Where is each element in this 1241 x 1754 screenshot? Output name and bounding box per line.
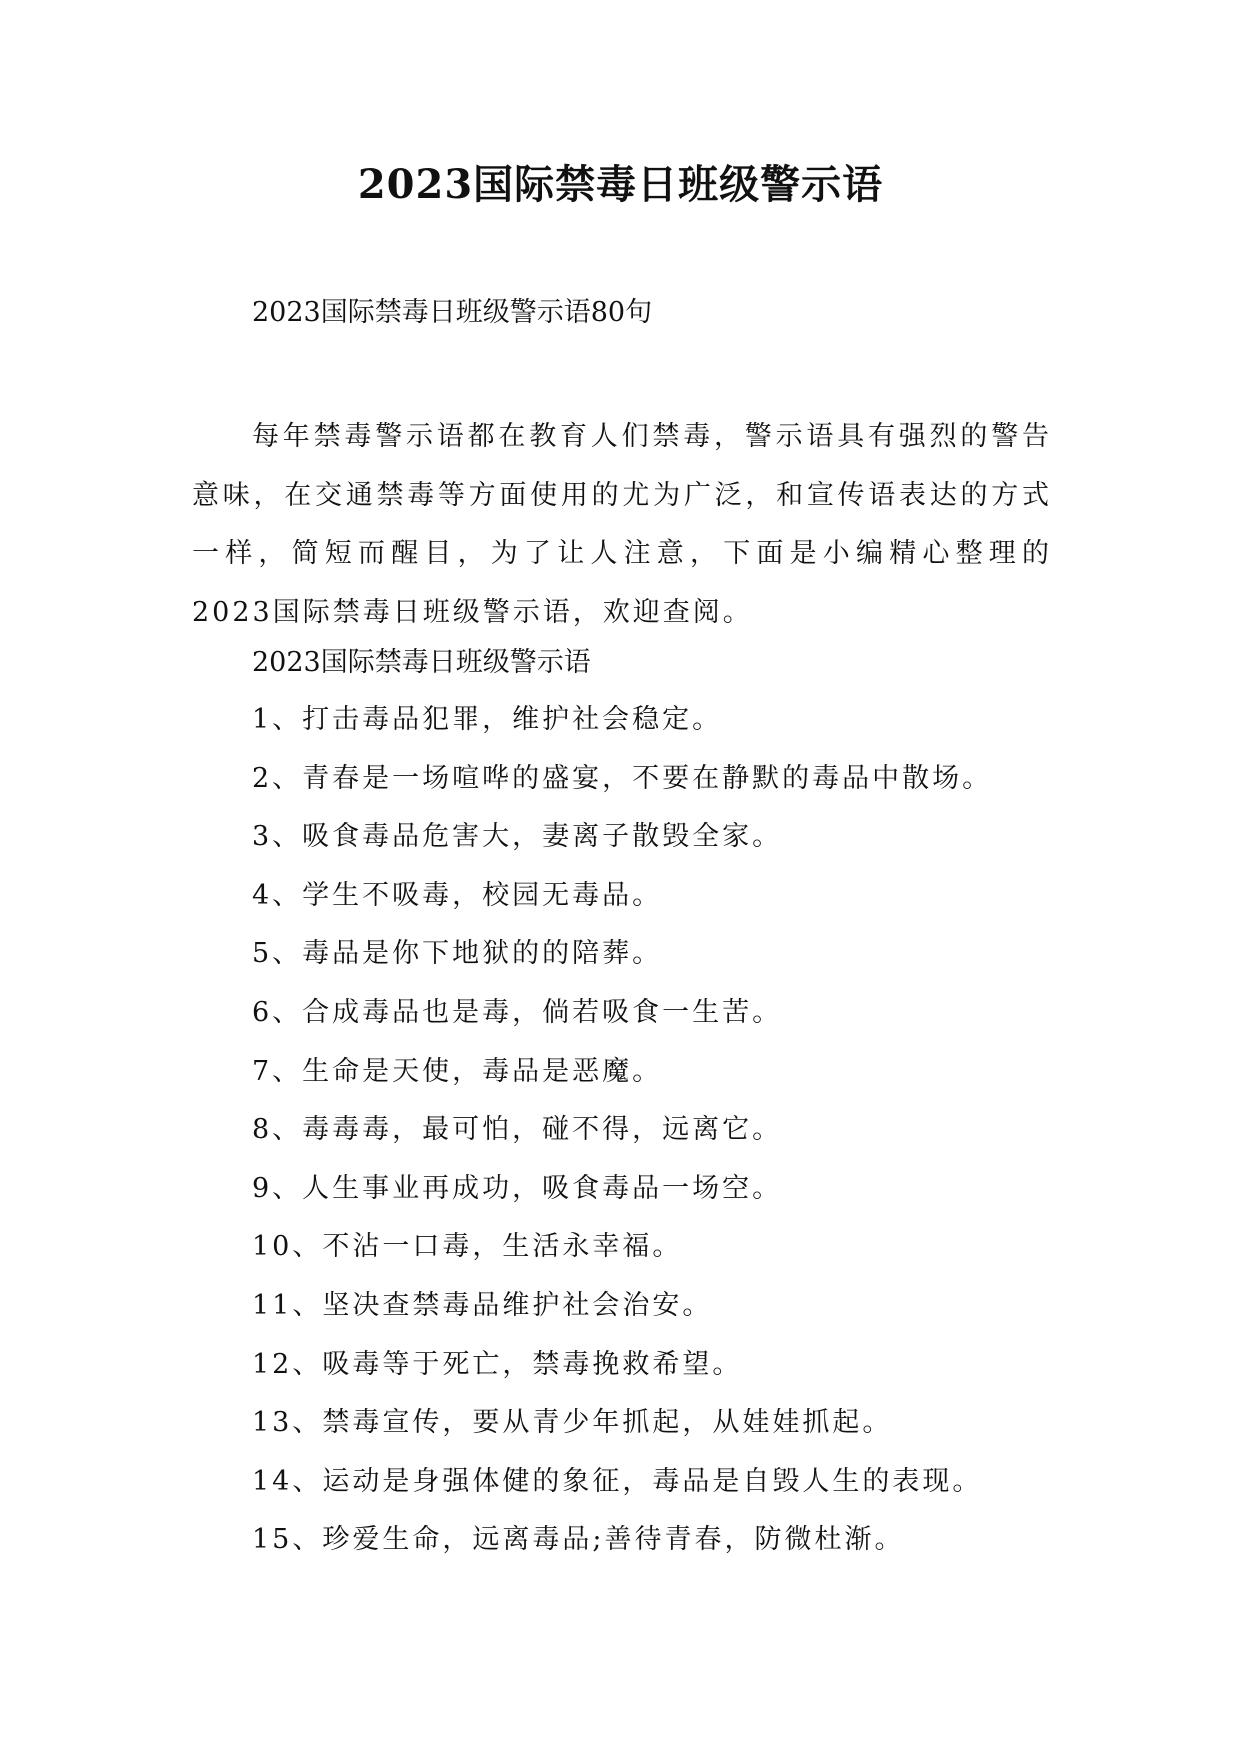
slogan-item: 12、吸毒等于死亡，禁毒挽救希望。 [252, 1348, 743, 1380]
slogan-list [252, 700, 992, 1579]
slogan-item: 2、青春是一场喧哗的盛宴，不要在静默的毒品中散场。 [252, 762, 993, 794]
slogan-item: 3、吸食毒品危害大，妻离子散毁全家。 [252, 821, 783, 853]
intro-paragraph: 每年禁毒警示语都在教育人们禁毒，警示语具有强烈的警告意味，在交通禁毒等方面使用的尤为广泛，和宣传语表达的方式一样，简短而醒目，为了让人注意，下面是小编精心整理的2023国际禁毒日班级警示语，欢迎查阅。 [192, 421, 1052, 628]
slogan-item: 15、珍爱生命，远离毒品;善待青春，防微杜渐。 [252, 1524, 905, 1556]
slogan-item: 9、人生事业再成功，吸食毒品一场空。 [252, 1172, 783, 1204]
document-title: 2023国际禁毒日班级警示语 [357, 161, 884, 208]
slogan-item: 11、坚决查禁毒品维护社会治安。 [252, 1289, 713, 1321]
slogan-item: 5、毒品是你下地狱的的陪葬。 [252, 938, 663, 970]
slogan-item: 4、学生不吸毒，校园无毒品。 [252, 879, 663, 911]
slogan-item: 8、毒毒毒，最可怕，碰不得，远离它。 [252, 1114, 783, 1146]
slogan-list-heading: 2023国际禁毒日班级警示语 [252, 647, 591, 678]
document-subtitle: 2023国际禁毒日班级警示语80句 [252, 297, 653, 328]
slogan-item: 14、运动是身强体健的象征，毒品是自毁人生的表现。 [252, 1465, 983, 1497]
slogan-item: 6、合成毒品也是毒，倘若吸食一生苦。 [252, 996, 783, 1028]
slogan-item: 13、禁毒宣传，要从青少年抓起，从娃娃抓起。 [252, 1407, 893, 1439]
slogan-item: 7、生命是天使，毒品是恶魔。 [252, 1055, 663, 1087]
slogan-item: 1、打击毒品犯罪，维护社会稳定。 [252, 704, 723, 735]
slogan-item: 10、不沾一口毒，生活永幸福。 [252, 1231, 683, 1263]
